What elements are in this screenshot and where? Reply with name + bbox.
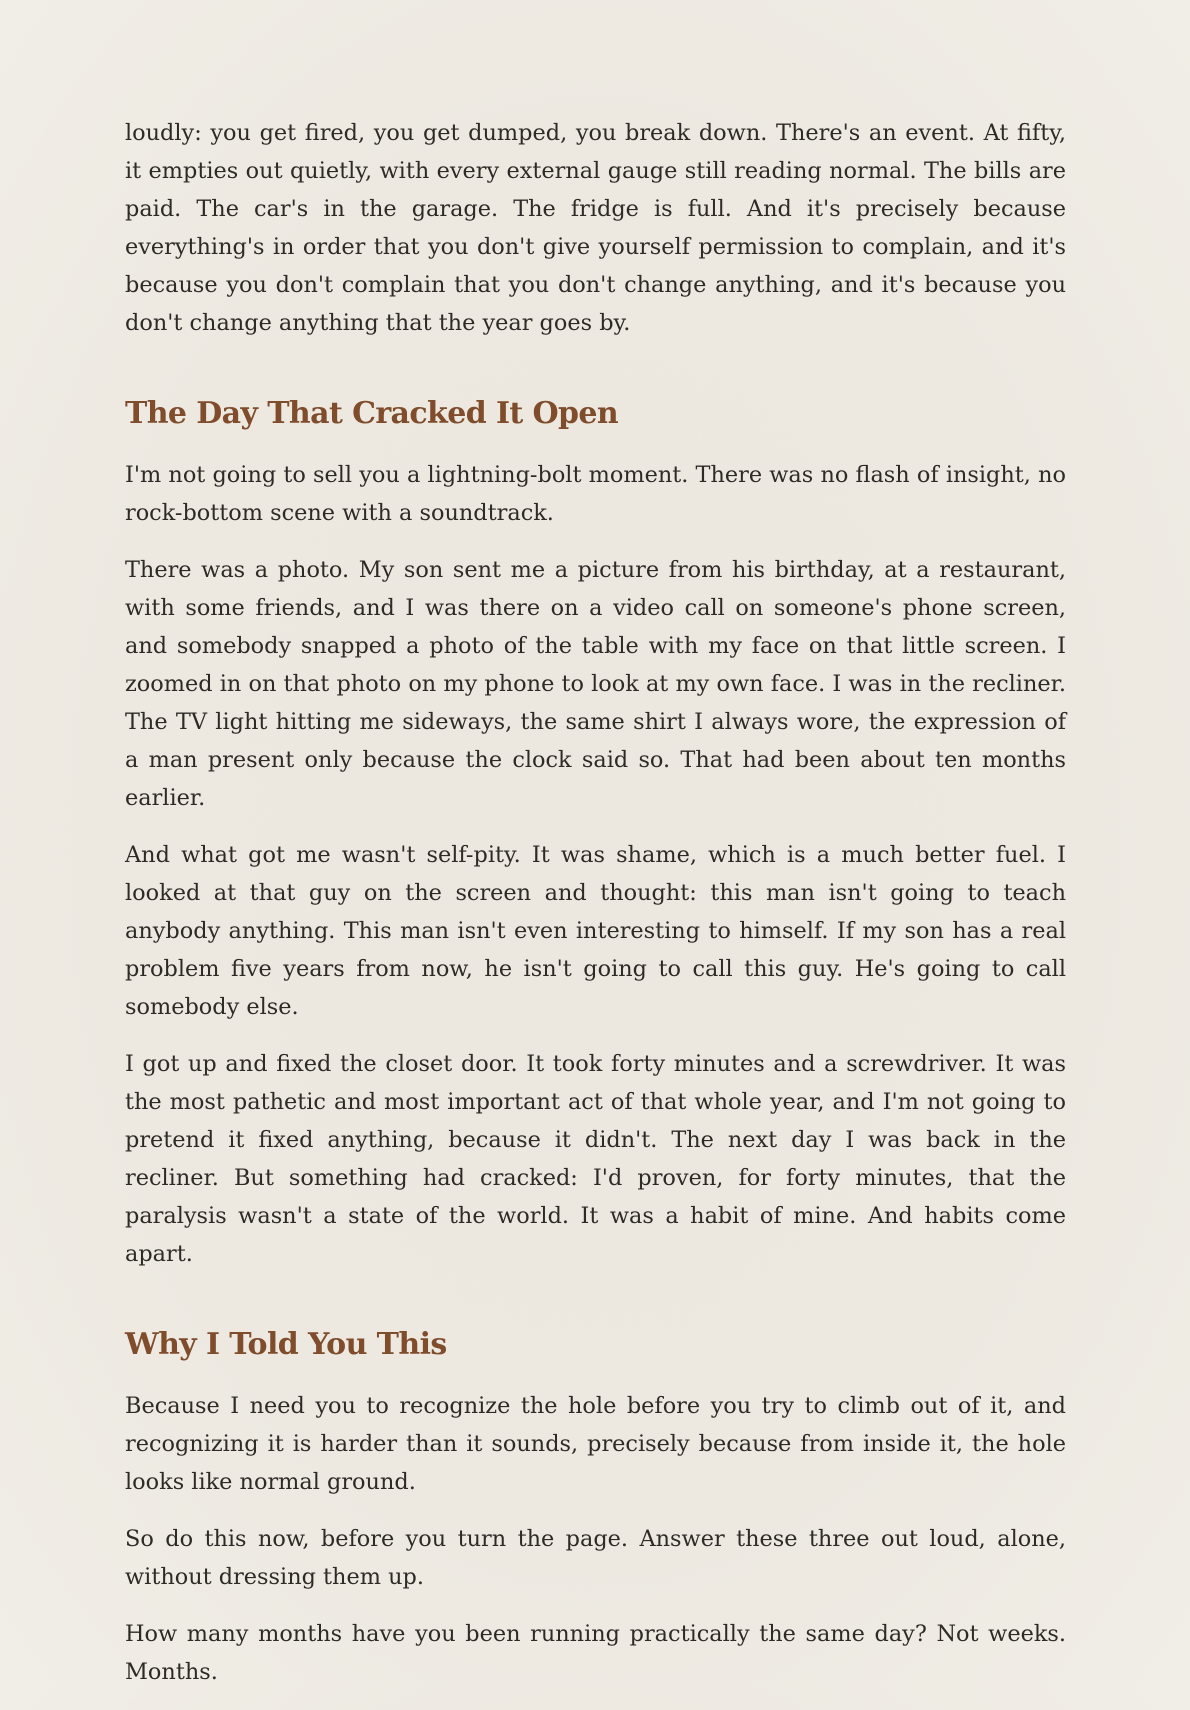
document-body: [125, 114, 1066, 1710]
paragraph: loudly: you get fired, you get dumped, you break down. There's an event. At fifty, it empties out quietly, with every external gauge still reading normal. The bills are paid. The car's in the garage. The fridge is full. And it's precisely because everything's in order that you don't give yourself permission to complain, and it's because you don't complain that you don't change anything, and it's because you don't change anything that the year goes by.: [125, 120, 1066, 336]
paragraph: So do this now, before you turn the page. Answer these three out loud, alone, without dressing them up.: [125, 1526, 1066, 1590]
paragraph: How many months have you been running practically the same day? Not weeks. Months.: [125, 1621, 1066, 1685]
section-heading: The Day That Cracked It Open: [125, 396, 619, 431]
paragraph: I'm not going to sell you a lightning-bolt moment. There was no flash of insight, no rock-bottom scene with a soundtrack.: [125, 462, 1066, 526]
paragraph: Because I need you to recognize the hole before you try to climb out of it, and recognizing it is harder than it sounds, precisely because from inside it, the hole looks like normal ground.: [125, 1393, 1066, 1495]
paragraph: And what got me wasn't self-pity. It was shame, which is a much better fuel. I looked at that guy on the screen and thought: this man isn't going to teach anybody anything. This man isn't even interesting to himself. If my son has a real problem five years from now, he isn't going to call this guy. He's going to call somebody else.: [125, 842, 1066, 1020]
paragraph: There was a photo. My son sent me a picture from his birthday, at a restaurant, with some friends, and I was there on a video call on someone's phone screen, and somebody snapped a photo of the table with my face on that little screen. I zoomed in on that photo on my phone to look at my own face. I was in the recliner. The TV light hitting me sideways, the same shirt I always wore, the expression of a man present only because the clock said so. That had been about ten months earlier.: [125, 557, 1066, 811]
paragraph: I got up and fixed the closet door. It took forty minutes and a screwdriver. It was the most pathetic and most important act of that whole year, and I'm not going to pretend it fixed anything, because it didn't. The next day I was back in the recliner. But something had cracked: I'd proven, for forty minutes, that the paralysis wasn't a state of the world. It was a habit of mine. And habits come apart.: [125, 1051, 1066, 1267]
section-heading: Why I Told You This: [125, 1327, 447, 1362]
